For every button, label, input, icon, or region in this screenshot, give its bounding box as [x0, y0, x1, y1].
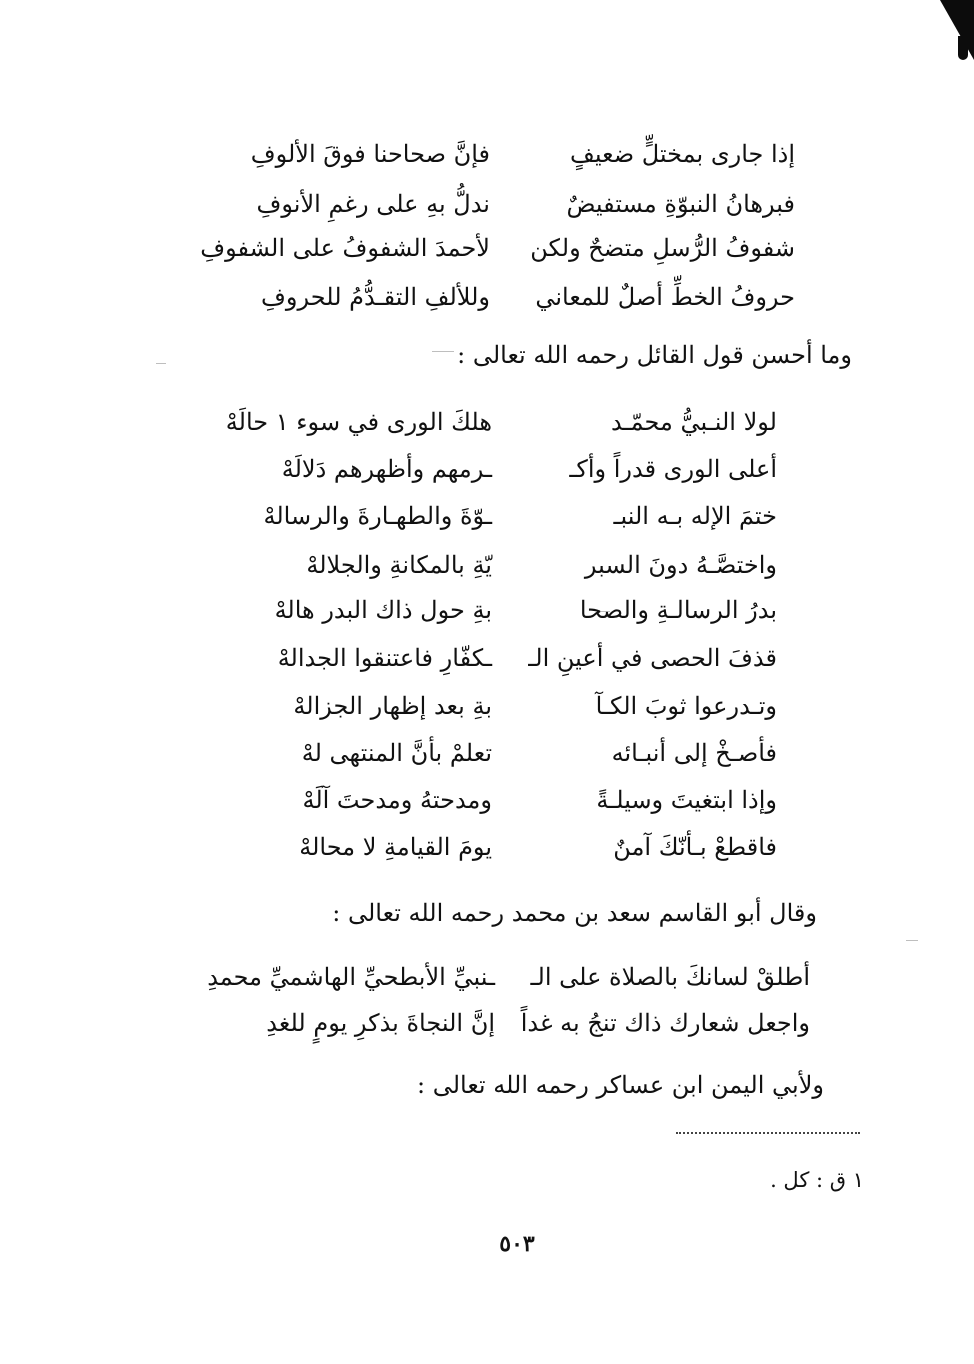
page-number: ٥٠٣ [499, 1231, 535, 1257]
verse-second-hemistich: فإنَّ صحاحنا فوقَ الألوفِ [250, 140, 490, 168]
page-corner-mark-tail [958, 36, 968, 60]
verse-line [200, 952, 810, 1002]
verse-second-hemistich: يّةِ بالمكانةِ والجلالهْ [306, 551, 492, 579]
verse-line [205, 179, 795, 229]
verse-line [232, 491, 777, 541]
page-corner-mark [940, 0, 974, 60]
verse-line [232, 681, 777, 731]
verse-second-hemistich: ـنبيِّ الأبطحيِّ الهاشميِّ محمدِ [207, 963, 495, 991]
verse-first-hemistich: فبرهانُ النبوّةِ مستفيضٌ [566, 190, 795, 218]
intro-line: وقال أبو القاسم سعد بن محمد رحمه الله تعالى : [332, 899, 817, 927]
verse-first-hemistich: شفوفُ الرُّسلِ متضحٌ ولكن [530, 234, 795, 262]
verse-second-hemistich: ندلُّ بهِ على رغمِ الأنوفِ [256, 190, 490, 218]
verse-line [232, 775, 777, 825]
verse-line [232, 585, 777, 635]
margin-dash [906, 940, 918, 941]
footnote: ١ ق : كل . [770, 1168, 864, 1192]
verse-line [232, 540, 777, 590]
verse-second-hemistich: تعلمْ بأنَّ المنتهى لهْ [301, 739, 492, 767]
intro-line: ولأبي اليمن ابن عساكر رحمه الله تعالى : [417, 1071, 824, 1099]
verse-second-hemistich: إنَّ النجاةَ بذكرِ يومٍ للغدِ [266, 1009, 495, 1037]
verse-first-hemistich: ختمَ الإله بـه النبـ [613, 502, 777, 530]
verse-first-hemistich: حروفُ الخطِّ أصلٌ للمعاني [535, 283, 795, 311]
verse-second-hemistich: بةِ بعد إظهار الجزالهْ [293, 692, 492, 720]
verse-first-hemistich: واختصَّـهُ دونَ السبر [584, 551, 777, 579]
verse-first-hemistich: أطلقْ لسانكَ بالصلاة على الـ [530, 963, 810, 991]
verse-line [232, 633, 777, 683]
verse-second-hemistich: ومدحتهُ ومدحتَ آلَهْ [302, 786, 492, 814]
verse-first-hemistich: فاقطعْ بـأنّكَ آمنٌ [613, 833, 777, 861]
verse-second-hemistich: يومَ القيامةِ لا محالهْ [299, 833, 492, 861]
verse-first-hemistich: واجعل شعارك ذاك تنجُ به غداً [520, 1009, 810, 1037]
verse-line [205, 129, 795, 179]
verse-second-hemistich: ـرمهم وأظهرهم دَلالَهْ [281, 455, 492, 483]
verse-second-hemistich: ـكفّارِ فاعتنقوا الجدالهْ [277, 644, 492, 672]
verse-first-hemistich: بدرُ الرسالـةِ والصحا [579, 596, 777, 624]
verse-line [232, 822, 777, 872]
verse-line [232, 444, 777, 494]
verse-first-hemistich: أعلى الورى قدراً وأكـ [569, 455, 777, 483]
verse-line [200, 998, 810, 1048]
verse-line [225, 397, 777, 447]
verse-line [200, 223, 795, 273]
intro-line: وما أحسن قول القائل رحمه الله تعالى : [457, 341, 852, 369]
footnote-separator [676, 1132, 860, 1134]
verse-first-hemistich: إذا جارى بمختلٍّ ضعيفٍ [570, 140, 795, 168]
verse-second-hemistich: لأحمدَ الشفوفُ على الشفوفِ [200, 234, 490, 262]
verse-second-hemistich: بةِ حول ذاك البدر هالهْ [274, 596, 492, 624]
margin-dash [156, 363, 166, 364]
verse-first-hemistich: وتـدرعوا ثوبَ الكـآ [595, 692, 777, 720]
verse-first-hemistich: فأصـخْ إلى أنبـائه [611, 739, 777, 767]
verse-line [205, 272, 795, 322]
verse-second-hemistich: ـوّةَ والطهـارةَ والرسالهْ [263, 502, 492, 530]
verse-first-hemistich: لولا النـبيُّ محمّـد [610, 408, 777, 436]
verse-second-hemistich: وللألفِ التقـدُّمُ للحروفِ [261, 283, 490, 311]
verse-first-hemistich: وإذا ابتغيتَ وسيلـةً [596, 786, 777, 814]
verse-first-hemistich: قذفَ الحصى في أعينِ الـ [528, 644, 777, 672]
verse-line [232, 728, 777, 778]
verse-second-hemistich: هلكَ الورى في سوء ١ حالَهْ [225, 408, 492, 436]
